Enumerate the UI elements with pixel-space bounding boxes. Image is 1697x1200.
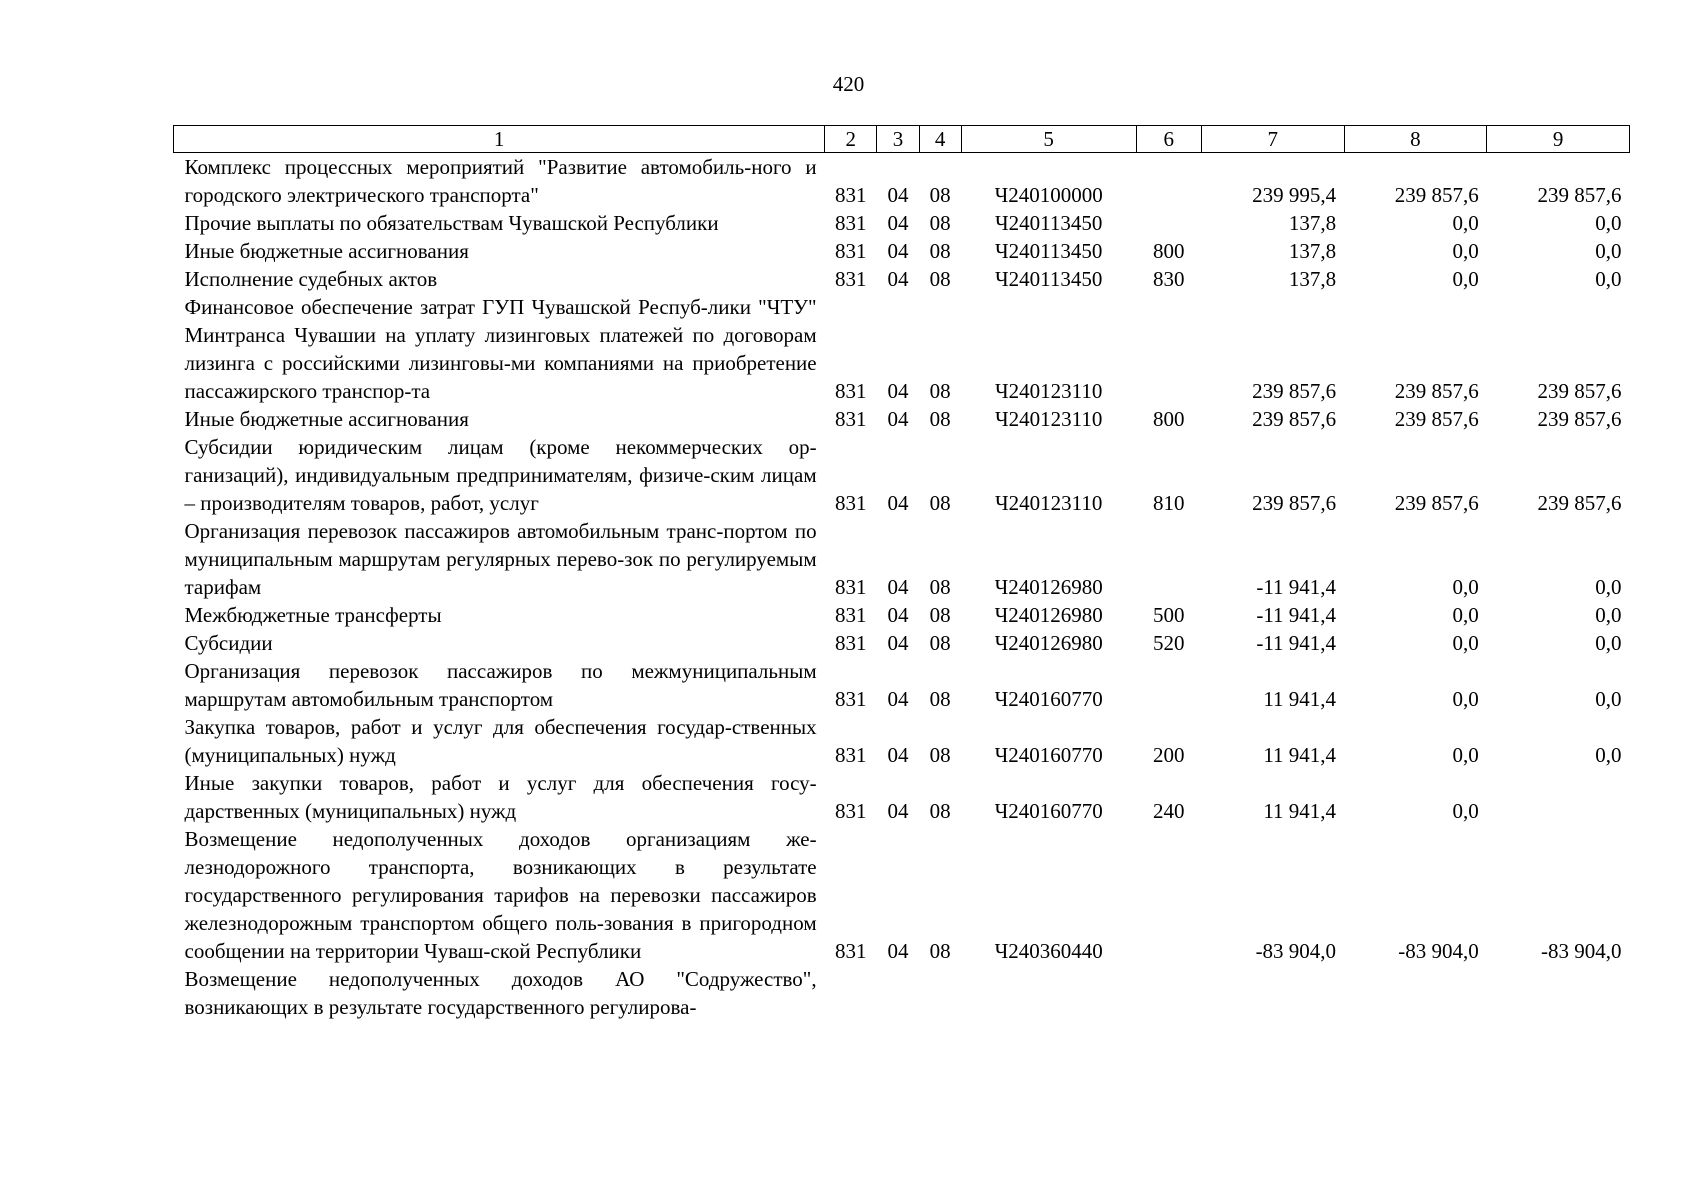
subsection-code-cell: 08: [929, 631, 951, 655]
header-cell: 6: [1136, 126, 1201, 153]
target-article-cell: Ч240113450: [994, 267, 1103, 291]
subsection-code-cell: 08: [929, 407, 951, 431]
section-code-cell: 04: [887, 267, 909, 291]
table-row: [174, 825, 1630, 965]
target-article-cell: Ч240360440: [994, 939, 1103, 963]
table-row: [174, 629, 1630, 657]
subsection-code-cell: 08: [929, 799, 951, 823]
amount-col8-cell: 0,0: [1452, 575, 1479, 599]
amount-col7-cell: -11 941,4: [1256, 575, 1337, 599]
amount-col8-cell: 0,0: [1452, 799, 1479, 823]
expense-type-cell: 500: [1152, 603, 1185, 627]
amount-col7-cell: 239 995,4: [1252, 183, 1337, 207]
amount-col9-cell: 0,0: [1595, 239, 1622, 263]
amount-col8-cell: 239 857,6: [1394, 183, 1479, 207]
subsection-code-cell: 08: [929, 743, 951, 767]
section-code-cell: [877, 965, 919, 1021]
ministry-code-cell: 831: [835, 267, 867, 291]
ministry-code-cell: 831: [835, 183, 867, 207]
table-row: [174, 433, 1630, 517]
amount-col8-cell: 0,0: [1452, 267, 1479, 291]
expense-type-cell: 800: [1152, 239, 1185, 263]
expense-type-cell: [1136, 153, 1201, 210]
table-row: [174, 237, 1630, 265]
section-code-cell: 04: [887, 379, 909, 403]
amount-col8-cell: 0,0: [1452, 239, 1479, 263]
subsection-code-cell: 08: [929, 939, 951, 963]
section-code-cell: 04: [887, 631, 909, 655]
section-code-cell: 04: [887, 211, 909, 235]
expense-type-cell: [1136, 965, 1201, 1021]
amount-col9-cell: 0,0: [1595, 687, 1622, 711]
section-code-cell: 04: [887, 239, 909, 263]
amount-col9-cell: 239 857,6: [1537, 491, 1622, 515]
table-row: [174, 517, 1630, 601]
amount-col7-cell: 239 857,6: [1252, 491, 1337, 515]
subsection-code-cell: 08: [929, 379, 951, 403]
item-name-cell: Организация перевозок пассажиров по межмуниципальным маршрутам автомобильным транспортом: [184, 659, 817, 711]
section-code-cell: 04: [887, 491, 909, 515]
target-article-cell: Ч240123110: [994, 379, 1103, 403]
amount-col9-cell: 0,0: [1595, 631, 1622, 655]
ministry-code-cell: 831: [835, 575, 867, 599]
ministry-code-cell: 831: [835, 799, 867, 823]
section-code-cell: 04: [887, 183, 909, 207]
item-name-cell: Иные бюджетные ассигнования: [184, 239, 469, 263]
amount-col9-cell: 0,0: [1595, 211, 1622, 235]
table-row: [174, 265, 1630, 293]
item-name-cell: Возмещение недополученных доходов организациям же-лезнодорожного транспорта, возникающих в результате государственного регулирования тарифов на перевозки пассажиров железнодорожным транспортом общего поль-зования в пригородном сообщении на территории Чуваш-ской Республики: [184, 827, 817, 963]
amount-col7-cell: 11 941,4: [1263, 743, 1337, 767]
amount-col8-cell: 0,0: [1452, 687, 1479, 711]
header-cell: 9: [1487, 126, 1630, 153]
header-cell: 4: [919, 126, 961, 153]
ministry-code-cell: 831: [835, 211, 867, 235]
amount-col9-cell: [1487, 769, 1630, 825]
item-name-cell: Финансовое обеспечение затрат ГУП Чувашской Респуб-лики "ЧТУ" Минтранса Чувашии на уплату лизинговых платежей по договорам лизинга с российскими лизинговы-ми компаниями на приобретение пассажирского транспор-та: [184, 295, 817, 403]
expense-type-cell: [1136, 657, 1201, 713]
target-article-cell: Ч240113450: [994, 239, 1103, 263]
amount-col9-cell: 239 857,6: [1537, 379, 1622, 403]
table-row: [174, 601, 1630, 629]
target-article-cell: Ч240160770: [994, 799, 1103, 823]
amount-col7-cell: -11 941,4: [1256, 631, 1337, 655]
item-name-cell: Иные бюджетные ассигнования: [184, 407, 469, 431]
table-row: [174, 713, 1630, 769]
section-code-cell: 04: [887, 603, 909, 627]
item-name-cell: Субсидии юридическим лицам (кроме некоммерческих ор-ганизаций), индивидуальным предпринимателям, физиче-ским лицам – производителям товаров, работ, услуг: [184, 435, 817, 515]
ministry-code-cell: 831: [835, 603, 867, 627]
item-name-cell: Межбюджетные трансферты: [184, 603, 442, 627]
header-cell: 8: [1344, 126, 1487, 153]
amount-col7-cell: 11 941,4: [1263, 687, 1337, 711]
table-row: [174, 293, 1630, 405]
section-code-cell: 04: [887, 939, 909, 963]
subsection-code-cell: 08: [929, 183, 951, 207]
amount-col8-cell: 239 857,6: [1394, 379, 1479, 403]
amount-col8-cell: 239 857,6: [1394, 407, 1479, 431]
amount-col7-cell: -11 941,4: [1256, 603, 1337, 627]
section-code-cell: 04: [887, 743, 909, 767]
expense-type-cell: 200: [1152, 743, 1185, 767]
table-row: [174, 405, 1630, 433]
ministry-code-cell: 831: [835, 239, 867, 263]
header-cell: 2: [825, 126, 877, 153]
header-cell: 1: [174, 126, 825, 153]
amount-col9-cell: [1487, 965, 1630, 1021]
item-name-cell: Исполнение судебных актов: [184, 267, 438, 291]
amount-col9-cell: 0,0: [1595, 267, 1622, 291]
target-article-cell: Ч240100000: [994, 183, 1103, 207]
amount-col8-cell: 0,0: [1452, 631, 1479, 655]
table-row: [174, 965, 1630, 1021]
amount-col7-cell: -83 904,0: [1255, 939, 1337, 963]
amount-col7-cell: [1201, 965, 1344, 1021]
target-article-cell: Ч240113450: [994, 211, 1103, 235]
section-code-cell: 04: [887, 575, 909, 599]
item-name-cell: Закупка товаров, работ и услуг для обеспечения государ-ственных (муниципальных) нужд: [184, 715, 817, 767]
amount-col8-cell: [1344, 965, 1487, 1021]
amount-col7-cell: 239 857,6: [1252, 407, 1337, 431]
target-article-cell: Ч240123110: [994, 407, 1103, 431]
target-article-cell: Ч240126980: [994, 575, 1103, 599]
header-cell: 3: [877, 126, 919, 153]
amount-col8-cell: 0,0: [1452, 743, 1479, 767]
item-name-cell: Возмещение недополученных доходов АО "Содружество", возникающих в результате государственного регулирова-: [184, 967, 817, 1019]
amount-col9-cell: 239 857,6: [1537, 407, 1622, 431]
expense-type-cell: [1136, 825, 1201, 965]
ministry-code-cell: 831: [835, 687, 867, 711]
target-article-cell: Ч240123110: [994, 491, 1103, 515]
amount-col8-cell: -83 904,0: [1398, 939, 1479, 963]
header-cell: 5: [961, 126, 1136, 153]
target-article-cell: Ч240126980: [994, 631, 1103, 655]
amount-col7-cell: 11 941,4: [1263, 799, 1337, 823]
expense-type-cell: 830: [1152, 267, 1185, 291]
amount-col7-cell: 137,8: [1288, 267, 1337, 291]
target-article-cell: [961, 965, 1136, 1021]
header-row: [174, 126, 1630, 153]
subsection-code-cell: 08: [929, 211, 951, 235]
expense-type-cell: 810: [1152, 491, 1185, 515]
amount-col9-cell: 0,0: [1595, 575, 1622, 599]
subsection-code-cell: 08: [929, 575, 951, 599]
subsection-code-cell: [919, 965, 961, 1021]
amount-col7-cell: 239 857,6: [1252, 379, 1337, 403]
page-number: 420: [832, 72, 865, 96]
table-row: [174, 769, 1630, 825]
amount-col9-cell: 0,0: [1595, 603, 1622, 627]
subsection-code-cell: 08: [929, 239, 951, 263]
item-name-cell: Субсидии: [184, 631, 273, 655]
ministry-code-cell: 831: [835, 379, 867, 403]
expense-type-cell: [1136, 209, 1201, 237]
item-name-cell: Прочие выплаты по обязательствам Чувашской Республики: [184, 211, 719, 235]
amount-col8-cell: 0,0: [1452, 211, 1479, 235]
section-code-cell: 04: [887, 407, 909, 431]
subsection-code-cell: 08: [929, 687, 951, 711]
ministry-code-cell: 831: [835, 631, 867, 655]
item-name-cell: Организация перевозок пассажиров автомобильным транс-портом по муниципальным маршрутам регулярных перево-зок по регулируемым тарифам: [184, 519, 817, 599]
header-cell: 7: [1201, 126, 1344, 153]
table-row: [174, 657, 1630, 713]
subsection-code-cell: 08: [929, 603, 951, 627]
ministry-code-cell: 831: [835, 743, 867, 767]
target-article-cell: Ч240160770: [994, 687, 1103, 711]
expense-type-cell: 520: [1152, 631, 1185, 655]
target-article-cell: Ч240126980: [994, 603, 1103, 627]
section-code-cell: 04: [887, 799, 909, 823]
expense-type-cell: [1136, 293, 1201, 405]
table-row: [174, 153, 1630, 210]
subsection-code-cell: 08: [929, 267, 951, 291]
table-body: [174, 153, 1630, 1022]
amount-col8-cell: 239 857,6: [1394, 491, 1479, 515]
item-name-cell: Комплекс процессных мероприятий "Развитие автомобиль-ного и городского электрического транспорта": [184, 155, 817, 207]
amount-col7-cell: 137,8: [1288, 211, 1337, 235]
section-code-cell: 04: [887, 687, 909, 711]
amount-col9-cell: 0,0: [1595, 743, 1622, 767]
amount-col8-cell: 0,0: [1452, 603, 1479, 627]
amount-col9-cell: -83 904,0: [1541, 939, 1622, 963]
ministry-code-cell: 831: [835, 491, 867, 515]
subsection-code-cell: 08: [929, 491, 951, 515]
expense-type-cell: 800: [1152, 407, 1185, 431]
amount-col7-cell: 137,8: [1288, 239, 1337, 263]
amount-col9-cell: 239 857,6: [1537, 183, 1622, 207]
budget-table: [173, 125, 1630, 1021]
item-name-cell: Иные закупки товаров, работ и услуг для обеспечения госу-дарственных (муниципальных) нужд: [184, 771, 817, 823]
table-header: [174, 126, 1630, 153]
table-row: [174, 209, 1630, 237]
ministry-code-cell: 831: [835, 939, 867, 963]
target-article-cell: Ч240160770: [994, 743, 1103, 767]
expense-type-cell: [1136, 517, 1201, 601]
expense-type-cell: 240: [1152, 799, 1185, 823]
ministry-code-cell: 831: [835, 407, 867, 431]
ministry-code-cell: [825, 965, 877, 1021]
